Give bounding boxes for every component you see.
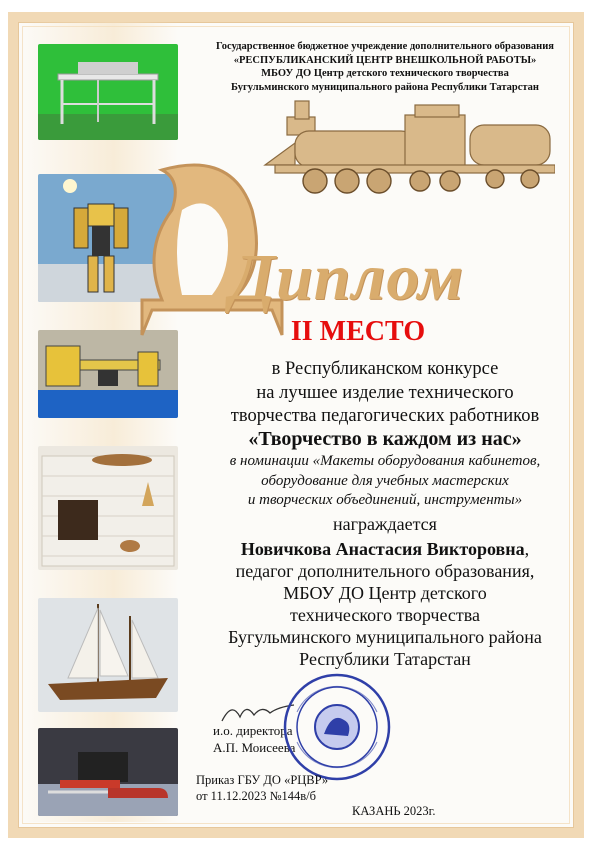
photo-stove-model	[38, 446, 178, 570]
recipient-name-line	[200, 538, 570, 560]
order-line-2: от 11.12.2023 №144в/б	[196, 789, 316, 803]
order-line-1: Приказ ГБУ ДО «РЦВР»	[196, 773, 329, 787]
org-line-4: Бугульминского муниципального района Республики Татарстан	[231, 81, 539, 93]
contest-description	[200, 358, 570, 429]
org-line-3: МБОУ ДО Центр детского технического творчества	[261, 68, 509, 79]
org-line-2: «РЕСПУБЛИКАНСКИЙ ЦЕНТР ВНЕШКОЛЬНОЙ РАБОТЫ»	[233, 54, 537, 66]
org-line-1: Государственное бюджетное учреждение дополнительного образования	[216, 41, 554, 52]
contest-line-1: в Республиканском конкурсе	[271, 359, 499, 379]
diploma-title: Диплом	[230, 241, 465, 314]
signer-title: и.о. директора	[213, 723, 293, 738]
contest-name: «Творчество в каждом из нас»	[248, 428, 522, 450]
recipient-name-comma: ,	[524, 539, 530, 559]
recipient-line-5: Бугульминского муниципального района	[228, 627, 542, 647]
place-label: II МЕСТО	[290, 316, 426, 347]
nomination-line-2: оборудование для учебных мастерских	[261, 472, 509, 489]
contest-line-2: на лучшее изделие технического	[256, 382, 514, 403]
nomination	[200, 452, 570, 511]
train-model-image	[255, 95, 555, 205]
recipient-line-4: технического творчества	[289, 605, 481, 625]
photo-lathe	[38, 330, 178, 418]
recipient-line-6: Республики Татарстан	[299, 649, 471, 669]
awarded-label: награждается	[333, 514, 437, 534]
signer-name: А.П. Моисеева	[213, 740, 296, 755]
contest-line-3: творчества педагогических работников	[230, 406, 540, 426]
order-block	[196, 772, 328, 804]
organization-header	[190, 40, 580, 94]
recipient-line-3: МБОУ ДО Центр детского	[283, 583, 487, 603]
photo-sailboat	[38, 598, 178, 712]
city-year: КАЗАНЬ 2023г.	[352, 804, 436, 818]
nomination-line-1: в номинации «Макеты оборудования кабинетов,	[229, 453, 541, 469]
photo-green-table	[38, 44, 178, 140]
recipient-line-2: педагог дополнительного образования,	[235, 561, 535, 581]
official-stamp	[282, 672, 392, 782]
nomination-line-3: и творческих объединений, инструменты»	[247, 492, 523, 508]
recipient-name: Новичкова Анастасия Викторовна	[240, 539, 525, 559]
photo-snowmobile	[38, 728, 178, 816]
recipient-block	[200, 538, 570, 670]
